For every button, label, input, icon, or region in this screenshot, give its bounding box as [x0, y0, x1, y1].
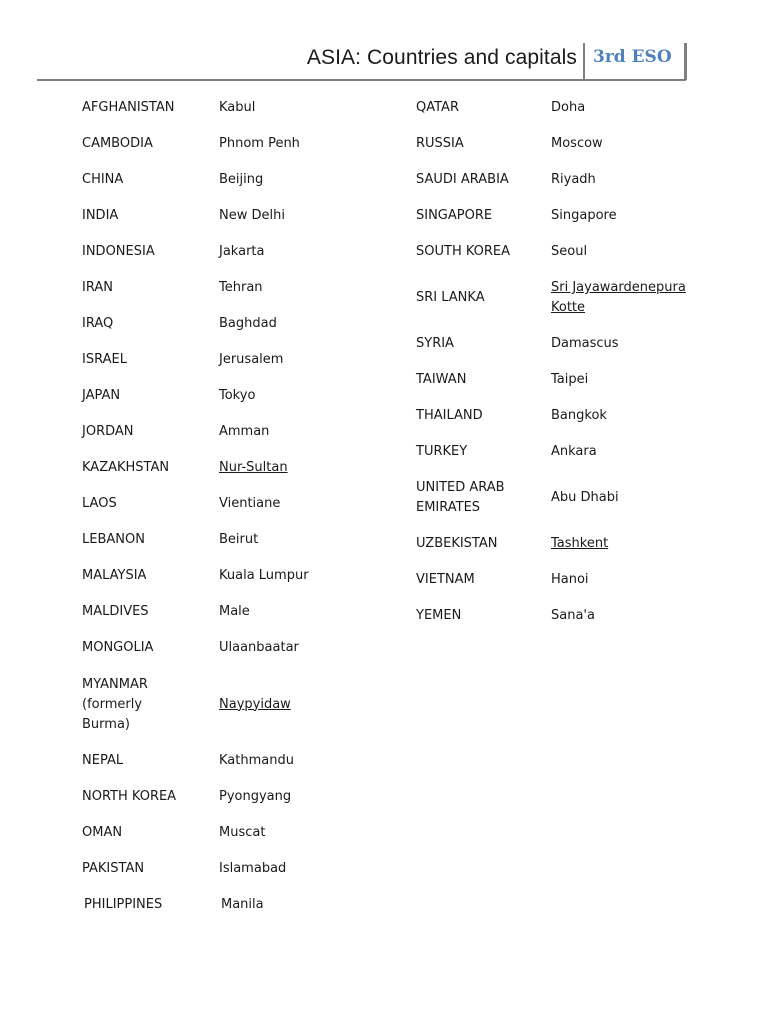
country-name: CHINA: [82, 172, 124, 187]
capital-name: Amman: [219, 424, 270, 439]
capital-name: Pyongyang: [219, 789, 292, 804]
capital-name: Nur-Sultan: [219, 460, 288, 475]
capital-name: Bangkok: [551, 408, 607, 423]
header-divider-right: [684, 43, 687, 80]
country-name: SYRIA: [416, 336, 454, 351]
table-row: [416, 434, 691, 470]
table-row: [416, 162, 691, 198]
capital-name: Ulaanbaatar: [219, 640, 299, 655]
table-row: [82, 666, 361, 743]
capital-name: Kathmandu: [219, 753, 294, 768]
table-row: [416, 526, 691, 562]
capital-name: Kuala Lumpur: [219, 568, 309, 583]
country-name: AFGHANISTAN: [82, 100, 175, 115]
capital-name: Jakarta: [219, 244, 265, 259]
table-row: [416, 362, 691, 398]
capital-name: Hanoi: [551, 572, 589, 587]
table-row: [82, 815, 361, 851]
table-row: [82, 887, 361, 923]
table-row: [416, 562, 691, 598]
country-name: LEBANON: [82, 532, 145, 547]
table-row: [416, 326, 691, 362]
table-row: [82, 522, 361, 558]
table-row: [82, 162, 361, 198]
capital-name: Male: [219, 604, 250, 619]
country-name: OMAN: [82, 825, 123, 840]
country-name: VIETNAM: [416, 572, 475, 587]
capital-name: Tashkent: [551, 536, 609, 551]
table-row: [416, 470, 691, 526]
country-name: IRAQ: [82, 316, 114, 331]
country-name: INDIA: [82, 208, 119, 223]
table-row: [82, 378, 361, 414]
table-row: [82, 126, 361, 162]
capital-name: Beirut: [219, 532, 259, 547]
capital-name: Islamabad: [219, 861, 287, 876]
capital-name: Vientiane: [219, 496, 281, 511]
table-row: [82, 270, 361, 306]
country-name: JAPAN: [82, 388, 121, 403]
country-name: RUSSIA: [416, 136, 464, 151]
country-name-text: UNITED ARAB EMIRATES: [416, 480, 505, 515]
capital-name: Sri Jayawardenepura Kotte: [551, 280, 686, 315]
country-name: PAKISTAN: [82, 861, 145, 876]
header-rule: [37, 79, 686, 81]
country-name: CAMBODIA: [82, 136, 153, 151]
country-name: SOUTH KOREA: [416, 244, 511, 259]
capital-name: Muscat: [219, 825, 266, 840]
countries-table-right: [416, 90, 691, 634]
capital-name: Moscow: [551, 136, 603, 151]
capital-name: Ankara: [551, 444, 597, 459]
country-name: PHILIPPINES: [84, 897, 163, 912]
country-name: KAZAKHSTAN: [82, 460, 170, 475]
capital-name: Phnom Penh: [219, 136, 300, 151]
country-name: SAUDI ARABIA: [416, 172, 509, 187]
capital-name: Baghdad: [219, 316, 277, 331]
country-name: [416, 470, 551, 526]
country-name: MALAYSIA: [82, 568, 147, 583]
country-name-text: MYANMAR (formerly Burma): [82, 676, 148, 732]
country-name: LAOS: [82, 496, 117, 511]
page-header: [0, 0, 768, 90]
capital-name: Tehran: [219, 280, 263, 295]
capital-name: Doha: [551, 100, 586, 115]
country-name: IRAN: [82, 280, 113, 295]
header-divider: [583, 43, 585, 80]
capital-name: Singapore: [551, 208, 617, 223]
table-row: [82, 594, 361, 630]
country-name: MALDIVES: [82, 604, 149, 619]
capital-name: Damascus: [551, 336, 619, 351]
country-name: ISRAEL: [82, 352, 127, 367]
grade-badge: 3rd ESO: [593, 47, 672, 67]
capital-name: New Delhi: [219, 208, 285, 223]
table-row: [82, 450, 361, 486]
country-name: INDONESIA: [82, 244, 155, 259]
country-name: THAILAND: [416, 408, 483, 423]
capital-name: Riyadh: [551, 172, 596, 187]
capital-name: Manila: [221, 897, 264, 912]
country-name: [82, 666, 219, 743]
country-name: QATAR: [416, 100, 459, 115]
table-row: [416, 90, 691, 126]
table-row: [82, 342, 361, 378]
country-name: SRI LANKA: [416, 290, 485, 305]
table-row: [82, 198, 361, 234]
countries-table-left: [82, 90, 361, 923]
capital-name: Taipei: [551, 372, 589, 387]
table-row: [416, 270, 691, 326]
table-row: [82, 414, 361, 450]
country-name: NEPAL: [82, 753, 124, 768]
country-name: YEMEN: [416, 608, 462, 623]
table-row: [82, 743, 361, 779]
capital-name: Kabul: [219, 100, 256, 115]
country-name: MONGOLIA: [82, 640, 154, 655]
table-row: [82, 779, 361, 815]
country-name: TAIWAN: [416, 372, 467, 387]
page-title: ASIA: Countries and capitals: [306, 46, 577, 69]
table-row: [416, 126, 691, 162]
country-name: JORDAN: [82, 424, 134, 439]
country-name: UZBEKISTAN: [416, 536, 498, 551]
country-name: SINGAPORE: [416, 208, 493, 223]
table-row: [416, 598, 691, 634]
table-row: [82, 851, 361, 887]
table-row: [416, 234, 691, 270]
table-row: [82, 630, 361, 666]
capital-name: Jerusalem: [219, 352, 284, 367]
table-row: [416, 398, 691, 434]
capital-name: Abu Dhabi: [551, 490, 619, 505]
table-row: [82, 486, 361, 522]
table-row: [82, 306, 361, 342]
table-row: [82, 90, 361, 126]
table-row: [416, 198, 691, 234]
country-name: TURKEY: [416, 444, 468, 459]
capital-name: Tokyo: [219, 388, 256, 403]
table-row: [82, 558, 361, 594]
capital-name: Sana'a: [551, 608, 595, 623]
capital-name: Naypyidaw: [219, 696, 291, 712]
country-name: NORTH KOREA: [82, 789, 177, 804]
capital-name: Seoul: [551, 244, 588, 259]
capital-name: Beijing: [219, 172, 264, 187]
table-row: [82, 234, 361, 270]
